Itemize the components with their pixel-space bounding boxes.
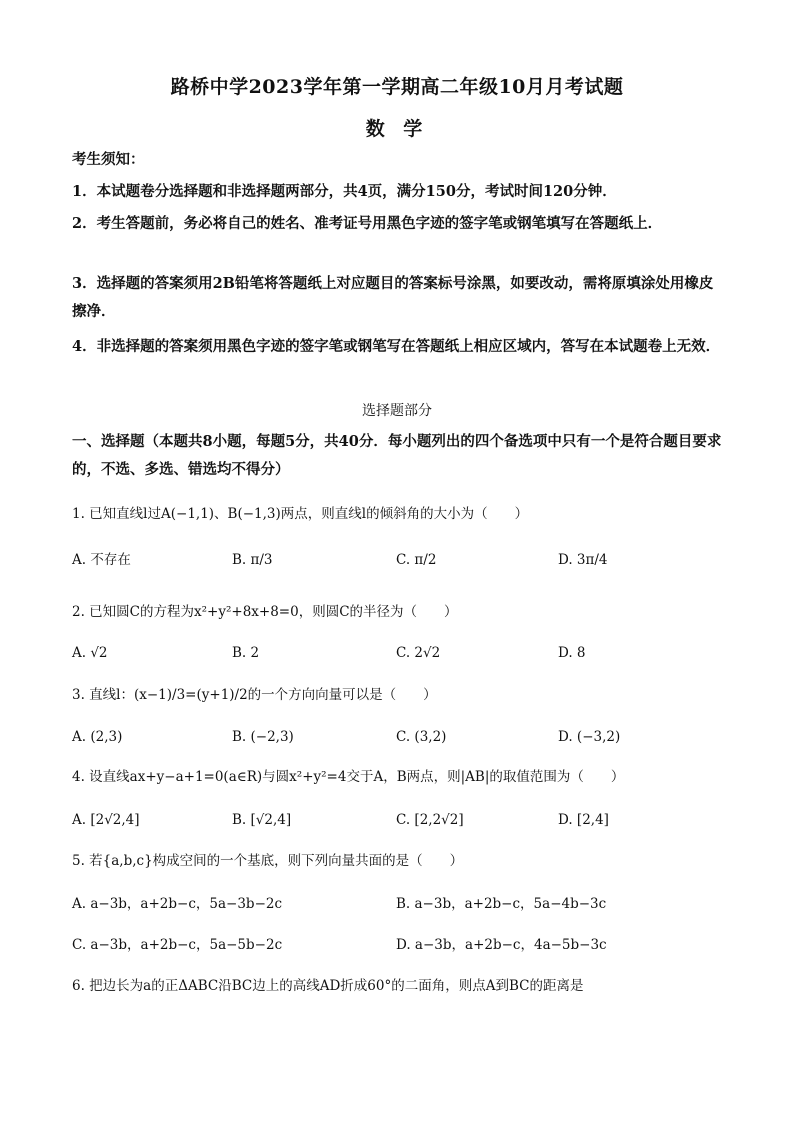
question-4-option-b: B. [√2,4] (232, 812, 292, 828)
question-5-option-a: A. a−3b，a+2b−c，5a−3b−2c (72, 896, 283, 912)
question-1-option-c: C. π/2 (396, 552, 437, 568)
notice-item-2: 2．考生答题前，务必将自己的姓名、准考证号用黑色字迹的签字笔或钢笔填写在答题纸上． (72, 215, 663, 232)
question-1-option-b: B. π/3 (232, 552, 273, 568)
question-4-option-d: D. [2,4] (558, 812, 609, 828)
notice-heading: 考生须知： (72, 151, 145, 168)
question-3-option-c: C. (3,2) (396, 729, 447, 745)
exam-title: 路桥中学2023学年第一学期高二年级10月月考试题 (170, 76, 624, 98)
question-2-stem: 2. 已知圆C的方程为x²+y²+8x+8=0，则圆C的半径为（ ） (72, 604, 458, 620)
question-3-option-d: D. (−3,2) (558, 729, 621, 745)
question-6-stem: 6. 把边长为a的正ΔABC沿BC边上的高线AD折成60°的二面角，则点A到BC的距离是 (72, 978, 584, 994)
question-1-option-d: D. 3π/4 (558, 552, 608, 568)
question-4-option-c: C. [2,2√2] (396, 812, 464, 828)
section-title: 选择题部分 (362, 403, 432, 419)
question-3-stem: 3. 直线l：(x−1)/3=(y+1)/2的一个方向向量可以是（ ） (72, 687, 437, 703)
question-1-stem: 1. 已知直线l过A(−1,1)、B(−1,3)两点，则直线l的倾斜角的大小为（ ） (72, 506, 529, 522)
notice-item-1: 1．本试题卷分选择题和非选择题两部分，共4页，满分150分，考试时间120分钟． (72, 183, 617, 200)
notice-item-4: 4．非选择题的答案须用黑色字迹的签字笔或钢笔写在答题纸上相应区域内，答写在本试题卷上无效． (72, 338, 721, 355)
subject-title: 数 学 (365, 118, 429, 140)
question-2-option-d: D. 8 (558, 645, 586, 661)
question-4-option-a: A. [2√2,4] (72, 812, 140, 828)
question-4-stem: 4. 设直线ax+y−a+1=0(a∈R)与圆x²+y²=4交于A，B两点，则|AB|的取值范围为（ ） (72, 769, 625, 785)
question-2-option-a: A. √2 (72, 645, 108, 661)
question-3-option-a: A. (2,3) (72, 729, 123, 745)
question-5-option-b: B. a−3b，a+2b−c，5a−4b−3c (396, 896, 607, 912)
question-3-option-b: B. (−2,3) (232, 729, 294, 745)
question-5-stem: 5. 若{a,b,c}构成空间的一个基底，则下列向量共面的是（ ） (72, 853, 464, 869)
question-5-option-d: D. a−3b，a+2b−c，4a−5b−3c (396, 937, 607, 953)
notice-item-3: 3．选择题的答案须用2B铅笔将答题纸上对应题目的答案标号涂黑，如要改动，需将原填涂处用橡皮擦净． (72, 275, 714, 320)
question-1-option-a: A. 不存在 (72, 552, 131, 568)
question-2-option-c: C. 2√2 (396, 645, 441, 661)
question-5-option-c: C. a−3b，a+2b−c，5a−5b−2c (72, 937, 283, 953)
section-instruction: 一、选择题（本题共8小题，每题5分，共40分．每小题列出的四个备选项中只有一个是符合题目要求的，不选、多选、错选均不得分） (72, 433, 722, 478)
question-2-option-b: B. 2 (232, 645, 260, 661)
